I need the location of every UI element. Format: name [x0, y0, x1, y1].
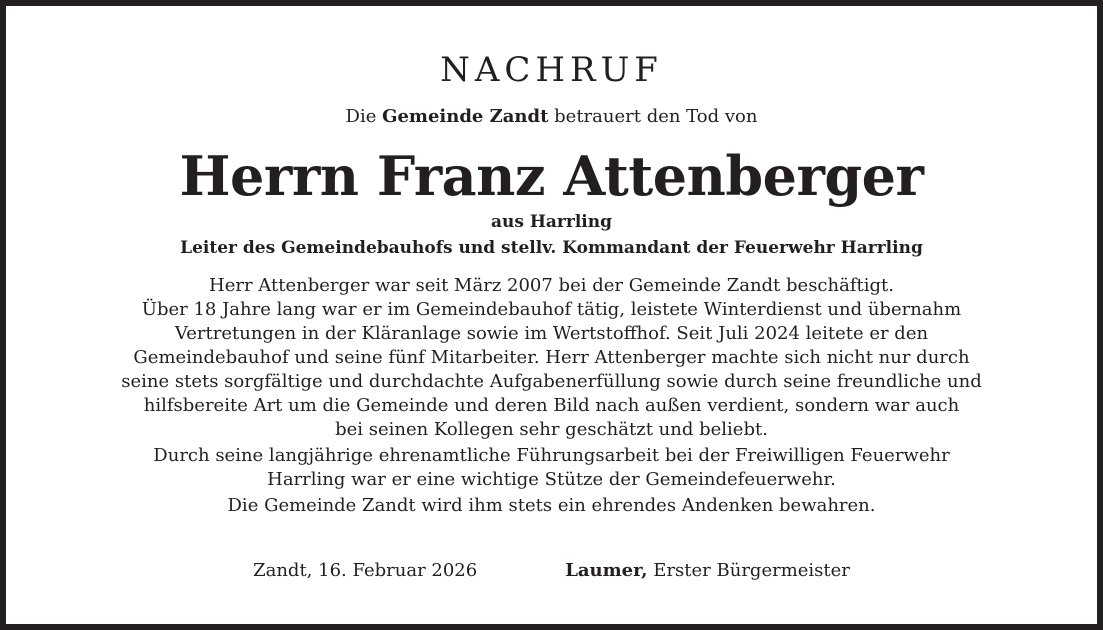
deceased-name: Herrn Franz Attenberger	[179, 144, 924, 208]
deceased-role: Leiter des Gemeindebauhofs und stellv. Kommandant der Feuerwehr Harrling	[180, 238, 923, 258]
signature-line	[6, 560, 1097, 581]
text-line: Durch seine langjährige ehrenamtliche Führungsarbeit bei der Freiwilligen Feuerwehr	[153, 445, 950, 466]
intro-municipality: Gemeinde Zandt	[382, 106, 549, 127]
paragraph-remembrance	[6, 494, 1097, 518]
intro-line	[6, 106, 1097, 127]
text-line: Harrling war er eine wichtige Stütze der Gemeindefeuerwehr.	[267, 469, 836, 490]
signer-title: Erster Bürgermeister	[647, 560, 850, 581]
notice-heading: NACHRUF	[440, 50, 663, 90]
text-line: bei seinen Kollegen sehr geschätzt und beliebt.	[335, 419, 768, 440]
paragraph-fire-brigade	[6, 444, 1097, 492]
text-line: Herr Attenberger war seit März 2007 bei der Gemeinde Zandt beschäftigt.	[209, 275, 894, 296]
obituary-body	[6, 274, 1097, 520]
place-date: Zandt, 16. Februar 2026	[253, 560, 478, 581]
text-line: Die Gemeinde Zandt wird ihm stets ein ehrendes Andenken bewahren.	[227, 495, 876, 516]
text-line: Über 18 Jahre lang war er im Gemeindebauhof tätig, leistete Winterdienst und übernahm	[141, 299, 962, 320]
intro-pre: Die	[345, 106, 383, 127]
text-line: hilfsbereite Art um die Gemeinde und deren Bild nach außen verdient, sondern war auch	[143, 395, 960, 416]
text-line: seine stets sorgfältige und durchdachte Aufgabenerfüllung sowie durch seine freundliche und	[121, 371, 982, 392]
text-line: Vertretungen in der Kläranlage sowie im Wertstoffhof. Seit Juli 2024 leitete er den	[174, 323, 929, 344]
text-line: Gemeindebauhof und seine fünf Mitarbeiter. Herr Attenberger machte sich nicht nur durch	[133, 347, 970, 368]
signer-name: Laumer,	[565, 560, 648, 581]
paragraph-career	[6, 274, 1097, 442]
intro-post: betrauert den Tod von	[548, 106, 758, 127]
deceased-origin: aus Harrling	[490, 212, 613, 232]
